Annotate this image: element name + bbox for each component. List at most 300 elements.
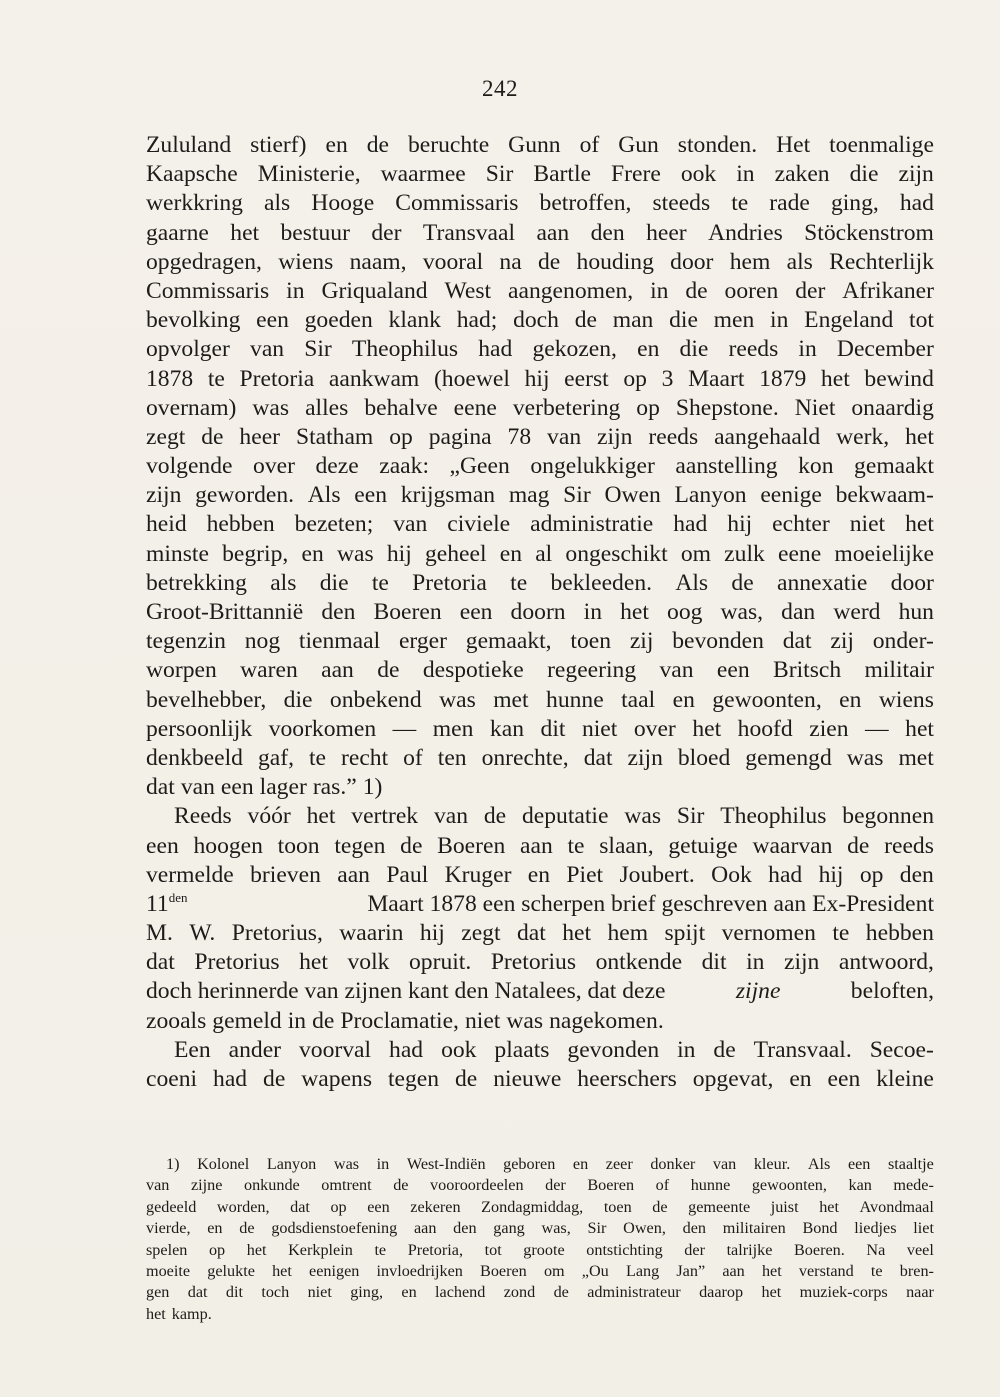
text-line [146, 656, 934, 685]
word: en [572, 1155, 589, 1173]
word: Boeren. [794, 1240, 845, 1259]
word: dat [782, 628, 812, 655]
text-line [146, 598, 934, 627]
word: te [207, 365, 225, 392]
word: Sir [563, 482, 591, 509]
word: Zululand [146, 132, 232, 158]
word: hoogen [193, 832, 263, 859]
word: als [264, 190, 291, 217]
word: eenige [760, 482, 822, 509]
word: Lanyon [674, 482, 747, 509]
word: geworden. [195, 482, 295, 509]
word: het [146, 1304, 166, 1323]
word: doch [513, 307, 559, 334]
word: Pretoria [239, 365, 315, 392]
word: in [376, 1155, 390, 1173]
word: gemeente [688, 1197, 751, 1216]
word: te [832, 920, 850, 947]
word: aanstelling [675, 453, 778, 480]
word: den [590, 219, 625, 246]
word: echter [772, 511, 830, 538]
word: betroffen, [539, 190, 632, 217]
word: worden, [216, 1197, 270, 1216]
word: het [272, 1261, 292, 1280]
word: (hoewel [433, 365, 510, 392]
word: despotieke [422, 657, 524, 684]
word: gewoonten, [751, 1176, 827, 1195]
word: hij [419, 920, 445, 947]
word: op [859, 861, 884, 888]
word: begrip, [222, 540, 289, 567]
word: administratie [530, 511, 654, 538]
text-line [146, 131, 934, 160]
word: zegt [146, 423, 186, 450]
word: een [354, 482, 388, 509]
word: hebben [206, 511, 275, 538]
ordinal-suffix: den [168, 889, 188, 905]
word: heid [146, 511, 187, 538]
word: Sir [304, 336, 332, 363]
word: Boeren [480, 1261, 527, 1280]
footnote-line [146, 1282, 934, 1303]
word: deze [315, 453, 359, 480]
word: deputatie [521, 803, 609, 830]
word: gen [146, 1283, 170, 1302]
word: hunne [690, 1176, 731, 1195]
word: Lanyon [266, 1155, 317, 1173]
word: bevolking [146, 307, 241, 334]
word: der [371, 219, 402, 246]
word: heerschers [577, 1066, 677, 1092]
word: 3 [661, 365, 674, 392]
word: kon [798, 453, 834, 480]
word: Avondmaal [859, 1197, 934, 1216]
word: der [684, 1240, 705, 1259]
word: met [493, 686, 529, 713]
word: dan [781, 599, 816, 625]
word: was [846, 744, 884, 771]
footnote [146, 1154, 934, 1325]
word: een [220, 774, 254, 801]
word: West [444, 277, 492, 304]
word: vermelde [146, 861, 234, 888]
word: ontstichting [586, 1240, 663, 1259]
word: de [366, 132, 389, 158]
word: zulk [724, 540, 765, 567]
footnote-line [146, 1304, 934, 1325]
word: te [510, 569, 528, 596]
word: opruit. [409, 949, 472, 976]
word: Pretoria, [407, 1240, 464, 1259]
word: Owen [604, 482, 661, 509]
word: om [680, 540, 711, 567]
word: en [839, 686, 862, 713]
word: had [213, 1066, 248, 1092]
word: onbekend [329, 686, 422, 713]
word: steeds [652, 190, 711, 217]
footnote-line [146, 1218, 934, 1239]
text-line [146, 686, 934, 715]
word: dat [146, 949, 175, 976]
text-line [146, 832, 934, 861]
word: bekwaam- [835, 482, 934, 509]
word: ander [228, 1036, 282, 1063]
word: liedjes [854, 1219, 897, 1238]
word: op [330, 1197, 347, 1216]
text-line [146, 277, 934, 306]
word: het [905, 423, 934, 450]
word: mede- [893, 1176, 934, 1195]
word: die [283, 686, 313, 713]
word: waren [240, 657, 298, 684]
word: al [535, 540, 553, 567]
word: Kruger [444, 861, 512, 888]
word: der [545, 1176, 566, 1195]
word: administrateur [587, 1283, 681, 1302]
word: civiele [447, 511, 511, 538]
word: onrechte, [481, 744, 569, 771]
word: antwoord, [838, 949, 934, 976]
word: aan [321, 657, 354, 684]
word: dat [146, 774, 175, 801]
word: in [583, 599, 603, 625]
word: gang [493, 1219, 525, 1238]
word: in [677, 1036, 696, 1063]
word: Transvaal. [753, 1036, 852, 1063]
word: goeden [304, 307, 373, 334]
word: vertrek [351, 803, 419, 830]
word: als [786, 248, 813, 275]
word: gemengd [745, 744, 832, 771]
word: taal [621, 686, 656, 713]
word: gemaakt, [465, 628, 552, 655]
word: na [499, 248, 522, 275]
word: bewind [864, 365, 934, 392]
word: donker [650, 1155, 696, 1173]
word: gaarne [146, 219, 209, 246]
date-ordinal [146, 890, 188, 919]
word: om [543, 1261, 565, 1280]
word: Pretorius [490, 949, 577, 976]
word: de [553, 1283, 569, 1302]
text-line [146, 1036, 934, 1065]
word: invloedrijken [376, 1261, 463, 1280]
word: Niet [794, 394, 836, 421]
word: het [620, 599, 649, 625]
word: mag [508, 482, 550, 509]
word: Als [675, 569, 709, 596]
word: nieuwe [493, 1066, 562, 1092]
word: nog [244, 628, 281, 655]
word: Piet [566, 861, 604, 888]
text-line [146, 365, 934, 394]
word: erger [398, 628, 447, 655]
word: Een [174, 1036, 211, 1063]
word: geheel [424, 540, 487, 567]
word: hij [727, 511, 753, 538]
word: verbetering [512, 394, 621, 421]
word: het [246, 1240, 267, 1259]
word: vooroordeelen [430, 1176, 524, 1195]
word: zeer [605, 1155, 633, 1173]
word: volk [347, 949, 390, 976]
word: de [483, 803, 507, 830]
word: toch [261, 1283, 290, 1302]
word: zij [830, 628, 854, 655]
word: Transvaal [422, 219, 516, 246]
word: Pretoria [412, 569, 487, 596]
word: zijne [190, 1176, 223, 1195]
word: Griqualand [321, 277, 428, 304]
text-line [146, 540, 934, 569]
word: was [624, 803, 662, 830]
word: werkkring [146, 190, 243, 217]
word: met [898, 744, 934, 771]
word: Zondagmiddag, [481, 1197, 584, 1216]
word: was [439, 686, 476, 713]
word: de [713, 1036, 736, 1063]
word: wiens [278, 248, 334, 275]
word: een [459, 599, 493, 625]
text-line-remainder: Maart 1878 een scherpen brief geschreven aan Ex-President [367, 890, 934, 917]
word: spelen [146, 1240, 188, 1259]
word: door [890, 569, 934, 596]
word: dit [540, 715, 566, 742]
word: volgende [146, 453, 233, 480]
word: op [208, 1240, 226, 1259]
text-line [146, 919, 934, 948]
word: W. [189, 920, 216, 947]
text-line [146, 744, 934, 773]
word: of [655, 1176, 670, 1195]
text-line [146, 306, 934, 335]
word: regeering [547, 657, 637, 684]
word: Britsch [773, 657, 842, 684]
word: militair [864, 657, 934, 684]
word: het [905, 715, 934, 742]
word: zij [629, 628, 654, 655]
word: van [659, 657, 694, 684]
word: behalve [364, 394, 438, 421]
word: een [367, 1197, 390, 1216]
word: talrijke [726, 1240, 773, 1259]
word: ongeschikt [565, 540, 668, 567]
text-line [146, 948, 934, 977]
word: op [389, 423, 413, 450]
word: 1) [166, 1155, 180, 1173]
word: eene [777, 540, 822, 567]
word: of [403, 744, 423, 771]
word: Jan” [676, 1261, 706, 1280]
word: zijn [597, 423, 633, 450]
word: hij [386, 540, 412, 567]
word: het [905, 511, 934, 538]
word: of [579, 132, 600, 158]
word: Sir [587, 1219, 607, 1238]
word: den [899, 861, 934, 888]
text-line [146, 452, 934, 481]
word: Theophilus [351, 336, 459, 363]
word: over [253, 453, 295, 480]
word: de [537, 248, 561, 275]
word: getuige [668, 832, 738, 859]
word: Boeren [437, 832, 506, 859]
main-text [146, 131, 934, 1094]
footnote-line [146, 1261, 934, 1282]
word: West-Indiën [406, 1155, 486, 1173]
word: het [820, 365, 850, 392]
footnote-line [146, 1175, 934, 1196]
word: aan [722, 1261, 745, 1280]
word: niet [307, 1283, 332, 1302]
word: dat [290, 1197, 310, 1216]
word: eene [453, 394, 497, 421]
word: hij [524, 365, 550, 392]
word: aankwam [328, 365, 420, 392]
word: zegt [461, 920, 501, 947]
word: tegen [334, 832, 386, 859]
word: en [207, 1219, 223, 1238]
word: van [547, 423, 582, 450]
word: was [333, 1155, 360, 1173]
word: waarvan [752, 832, 833, 859]
word: de [239, 1219, 255, 1238]
word: ten [437, 744, 467, 771]
word: Afrikaner [842, 277, 934, 304]
word: het [562, 920, 592, 947]
word: onkunde [243, 1176, 300, 1195]
word: van [180, 774, 215, 801]
word: te [371, 569, 389, 596]
word: ooren [724, 277, 779, 304]
word: dat [583, 744, 613, 771]
word: hebben [865, 920, 934, 947]
word: man [612, 307, 654, 334]
word: bevelhebber, [146, 686, 267, 713]
word: zooals [146, 1007, 207, 1034]
word: op [636, 394, 660, 421]
word: vooral [422, 248, 484, 275]
word: vóór [247, 803, 291, 830]
word: recht [340, 744, 389, 771]
word: Het [776, 132, 811, 158]
word: vernomen [721, 920, 816, 947]
text-line [146, 481, 934, 510]
word: de [201, 423, 224, 450]
word: dat [187, 1283, 208, 1302]
word: ging, [350, 1283, 384, 1302]
word: 1) [362, 774, 383, 801]
word: Bond [802, 1219, 838, 1238]
word: 1878 [146, 365, 194, 392]
word: Commissaris [395, 190, 519, 217]
word: werd [833, 599, 881, 625]
word: Ook [711, 861, 752, 888]
word: te [731, 190, 749, 217]
word: Paul [386, 861, 429, 888]
word: had [899, 190, 934, 217]
word: de [731, 569, 754, 596]
word: ook [441, 1036, 477, 1063]
word: als [270, 569, 297, 596]
footnote-line [146, 1240, 934, 1261]
word: nagekomen. [549, 1007, 664, 1034]
text-line [146, 423, 934, 452]
word: gemeld [212, 1007, 282, 1034]
word: dat [516, 920, 546, 947]
word: Frere [611, 161, 661, 188]
word: juist [770, 1197, 799, 1216]
word: stierf) [250, 132, 307, 158]
word: veel [906, 1240, 934, 1259]
word: de [263, 1066, 286, 1092]
word: — [392, 715, 417, 742]
text-line [146, 189, 934, 218]
word: overnam) [146, 394, 237, 421]
word: een [256, 307, 289, 334]
word: eenigen [309, 1261, 360, 1280]
word: Pretorius [194, 949, 280, 976]
word: aan [413, 1219, 437, 1238]
word: muziek-corps [799, 1283, 888, 1302]
word: spijt [664, 920, 706, 947]
word: Boeren [373, 599, 442, 625]
word: zijn [146, 482, 182, 509]
text-line [146, 861, 934, 890]
word: van [393, 511, 428, 538]
word: houding [576, 248, 654, 275]
word: hoofd [737, 715, 793, 742]
word: plaats [494, 1036, 550, 1063]
word: Reeds [174, 803, 232, 830]
word: bestuur [280, 219, 350, 246]
word: groote [523, 1240, 565, 1259]
word: gemaakt [854, 453, 934, 480]
word: daarop [699, 1283, 744, 1302]
text-line [146, 219, 934, 248]
word: kan [848, 1176, 872, 1195]
word: zien [809, 715, 849, 742]
word: oog [667, 599, 703, 625]
word: niet [581, 715, 618, 742]
word: reeds [728, 336, 779, 363]
word: Commissaris [146, 277, 270, 304]
word: Boeren [587, 1176, 635, 1195]
word: had [673, 511, 708, 538]
word: Na [866, 1240, 886, 1259]
word: Joubert. [619, 861, 695, 888]
word: een [716, 657, 750, 684]
word: brieven [250, 861, 321, 888]
word: Hooge [311, 190, 375, 217]
word: dit [225, 1283, 243, 1302]
word: heer [239, 423, 281, 450]
word: Stöckenstrom [804, 219, 934, 246]
word: begonnen [842, 803, 934, 830]
word: Proclamatie, [340, 1007, 459, 1034]
word: minste [146, 540, 209, 567]
word: toon [277, 832, 320, 859]
word: reeds [648, 423, 699, 450]
word: Andries [708, 219, 783, 246]
text-segment: beloften, [850, 978, 934, 1005]
word: in [286, 277, 305, 304]
word: hunne [546, 686, 604, 713]
word: en [789, 1066, 812, 1092]
word: een [847, 1155, 871, 1173]
word: M. [146, 920, 173, 947]
word: het [761, 1283, 782, 1302]
